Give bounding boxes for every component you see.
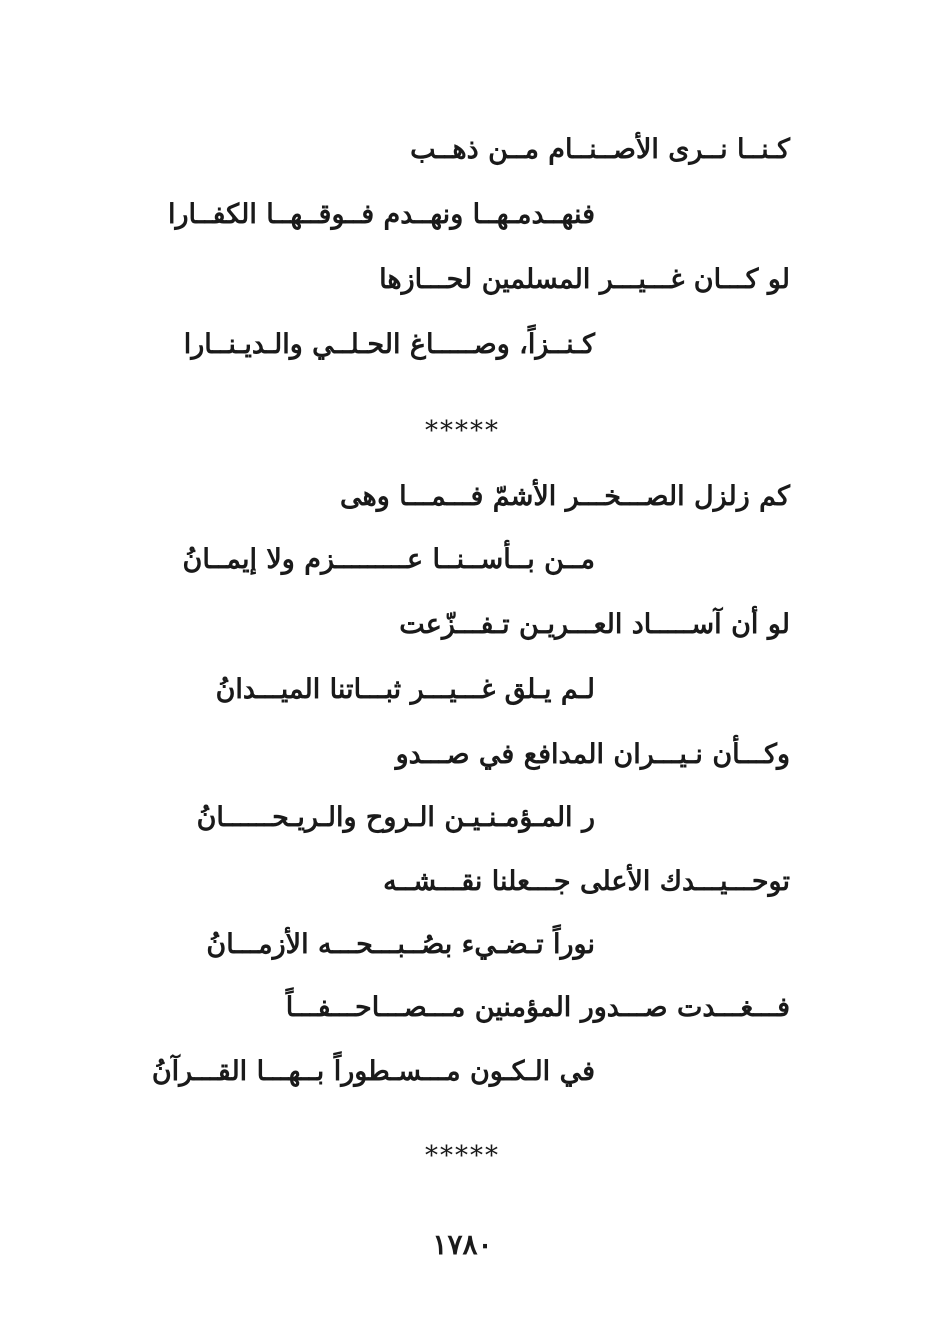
verse-line-4: كـنــزاً، وصـــــاغ الحـلــي والـديـنــارا: [183, 329, 595, 360]
verse-line-6: مــن بــأســنــا عـــــــــزم ولا إيمــانُ: [182, 544, 595, 575]
page-number: ١٧٨٠: [432, 1228, 493, 1261]
verse-line-1: كـنــا نــرى الأصــنــام مــن ذهــب: [410, 134, 790, 165]
verse-line-13: فـــغـــدت صـــدور المؤمنين مـــصـــاحـــفـــاً: [285, 992, 790, 1023]
verse-line-8: لـم يـلق غـــيـــر ثبـــاتنا الميـــدانُ: [215, 674, 595, 705]
verse-line-12: نوراً تـضـيء بصُــبـــحـــه الأزمـــانُ: [206, 929, 595, 960]
stanza-separator: *****: [425, 416, 500, 446]
stanza-separator: *****: [425, 1141, 500, 1171]
verse-line-10: ر المـؤمـنـيـن الـروح والـريـحــــــانُ: [196, 802, 595, 833]
verse-line-7: لو أن آســـــاد العـــريـن تـفـــزّعت: [399, 609, 790, 640]
verse-line-3: لو كـــان غـــيـــر المسلمين لحـــازها: [379, 264, 790, 295]
verse-line-2: فنهــدمـهــا ونهــدم فــوقــهــا الكفــارا: [167, 199, 595, 230]
verse-line-5: كم زلزل الصـــخـــر الأشمّ فـــمـــا وهى: [339, 481, 790, 512]
verse-line-14: في الـكـون مـــسـطوراً بــهـــا القـــرآنُ: [151, 1056, 595, 1087]
verse-line-11: توحـــيـــدك الأعلى جـــعلنا نقـــشــه: [383, 866, 790, 897]
verse-line-9: وكـــأن نـيـــران المدافع في صـــدو: [395, 739, 790, 770]
